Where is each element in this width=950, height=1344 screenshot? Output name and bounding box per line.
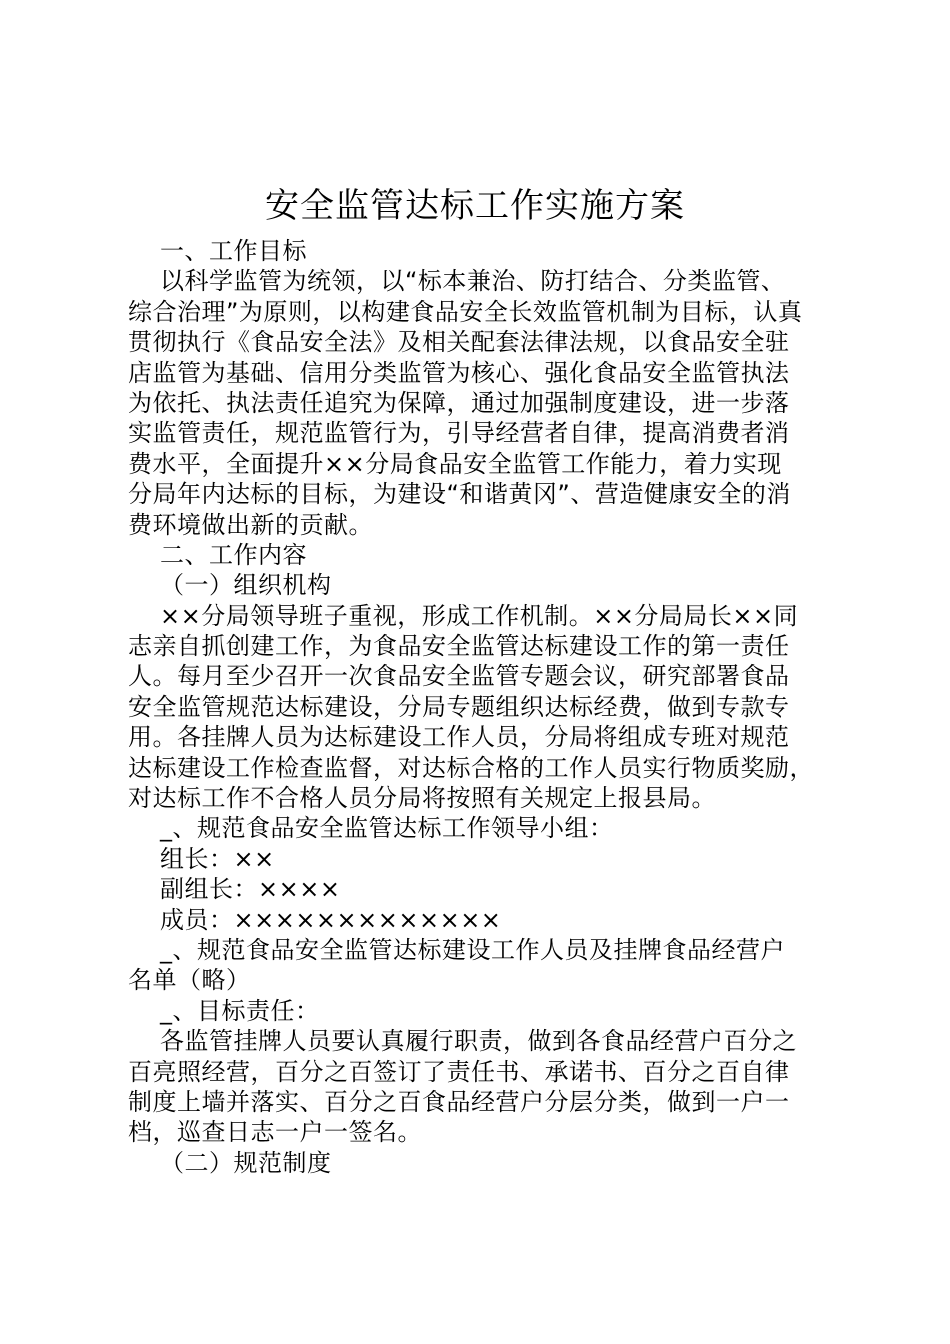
text-line: 达标建设工作检查监督，对达标合格的工作人员实行物质奖励， bbox=[128, 753, 814, 782]
text-line: 百亮照经营，百分之百签订了责任书、承诺书、百分之百自律 bbox=[128, 1057, 790, 1086]
text-line: 对达标工作不合格人员分局将按照有关规定上报县局。 bbox=[128, 784, 716, 813]
text-line: _、规范食品安全监管达标建设工作人员及挂牌食品经营户 bbox=[160, 935, 785, 964]
text-line: 一、工作目标 bbox=[160, 237, 307, 265]
text-line: 人。每月至少召开一次食品安全监管专题会议，研究部署食品 bbox=[128, 662, 790, 691]
text-line: 贯彻执行《食品安全法》及相关配套法律法规，以食品安全驻 bbox=[128, 328, 790, 357]
text-line: 制度上墙并落实、百分之百食品经营户分层分类，做到一户一 bbox=[128, 1087, 790, 1116]
text-line: 实监管责任，规范监管行为，引导经营者自律，提高消费者消 bbox=[128, 419, 790, 448]
text-line: _、目标责任： bbox=[160, 996, 320, 1025]
text-line: （一）组织机构 bbox=[160, 571, 332, 600]
text-line: 分局年内达标的目标，为建设“和谐黄冈”、营造健康安全的消 bbox=[128, 480, 791, 509]
text-line: 各监管挂牌人员要认真履行职责，做到各食品经营户百分之 bbox=[160, 1027, 797, 1056]
text-line: 成员：××××××××××××× bbox=[160, 905, 502, 934]
document-body bbox=[128, 236, 840, 1178]
text-line: 店监管为基础、信用分类监管为核心、强化食品安全监管执法 bbox=[128, 358, 790, 387]
text-line: ××分局领导班子重视，形成工作机制。××分局局长××同 bbox=[160, 601, 799, 630]
text-line: （二）规范制度 bbox=[160, 1148, 332, 1177]
text-line: 组长：×× bbox=[160, 844, 275, 873]
text-line: 为依托、执法责任追究为保障，通过加强制度建设，进一步落 bbox=[128, 388, 790, 417]
text-line: 用。各挂牌人员为达标建设工作人员，分局将组成专班对规范 bbox=[128, 723, 790, 752]
text-line: 档，巡查日志一户一签名。 bbox=[128, 1118, 422, 1147]
text-line: 副组长：×××× bbox=[160, 875, 341, 904]
document-title: 安全监管达标工作实施方案 bbox=[265, 186, 685, 226]
text-line: 名单（略） bbox=[128, 966, 251, 995]
text-line: 二、工作内容 bbox=[160, 540, 307, 569]
text-line: _、规范食品安全监管达标工作领导小组： bbox=[160, 814, 614, 843]
text-line: 费环境做出新的贡献。 bbox=[128, 510, 373, 539]
text-line: 志亲自抓创建工作，为食品安全监管达标建设工作的第一责任 bbox=[128, 632, 790, 661]
text-line: 费水平，全面提升××分局食品安全监管工作能力，着力实现 bbox=[128, 449, 782, 478]
text-line: 综合治理”为原则，以构建食品安全长效监管机制为目标，认真 bbox=[128, 297, 803, 326]
text-line: 安全监管规范达标建设，分局专题组织达标经费，做到专款专 bbox=[128, 692, 790, 721]
text-line: 以科学监管为统领，以“标本兼治、防打结合、分类监管、 bbox=[160, 267, 786, 296]
